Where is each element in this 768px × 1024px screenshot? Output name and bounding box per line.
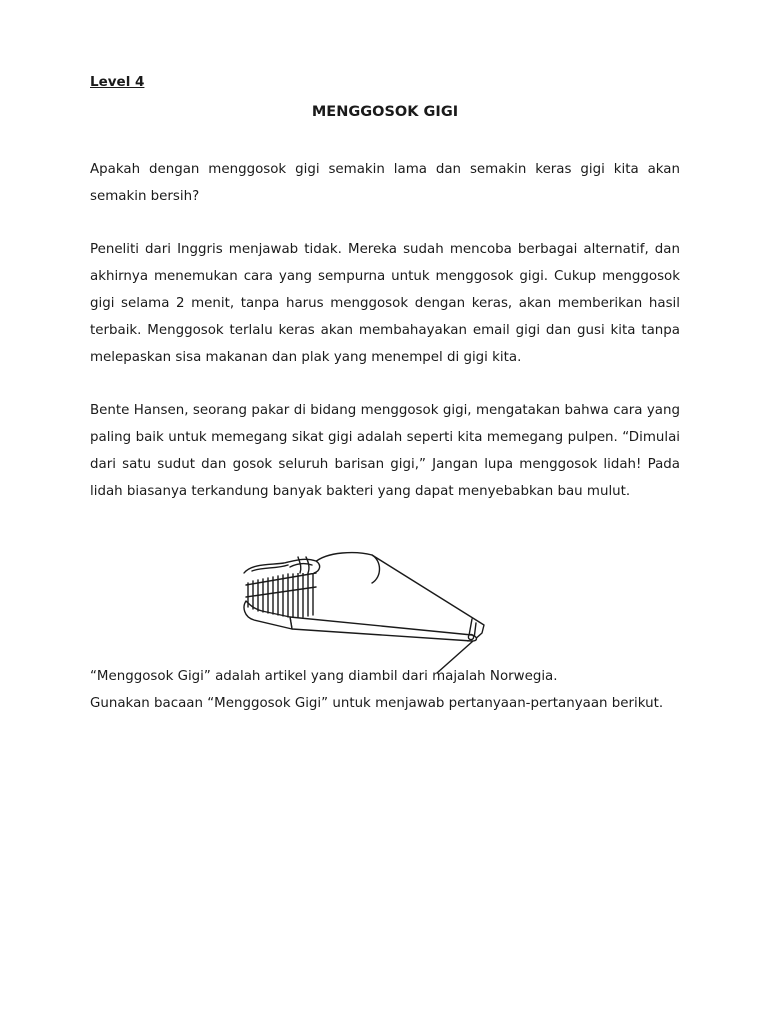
- document-page: [90, 72, 680, 717]
- page-title: MENGGOSOK GIGI: [311, 104, 459, 120]
- toothbrush-and-toothpaste-icon: [232, 543, 492, 673]
- level-label: Level 4: [90, 74, 145, 90]
- source-note: “Menggosok Gigi” adalah artikel yang diambil dari majalah Norwegia.: [90, 669, 558, 684]
- footer-notes: [90, 663, 680, 717]
- paragraph-expert: Bente Hansen, seorang pakar di bidang menggosok gigi, mengatakan bahwa cara yang paling baik untuk memegang sikat gigi adalah seperti kita memegang pulpen. “Dimulai dari satu sudut dan gosok seluruh barisan gigi,” Jangan lupa menggosok lidah! Pada lidah biasanya terkandung banyak bakteri yang dapat menyebabkan bau mulut.: [90, 403, 680, 499]
- paragraph-research: Peneliti dari Inggris menjawab tidak. Mereka sudah mencoba berbagai alternatif, dan akhirnya menemukan cara yang sempurna untuk menggosok gigi. Cukup menggosok gigi selama 2 menit, tanpa harus menggosok dengan keras, akan memberikan hasil terbaik. Menggosok terlalu keras akan membahayakan email gigi dan gusi kita tanpa melepaskan sisa makanan dan plak yang menempel di gigi kita.: [90, 242, 680, 365]
- instruction-text: Gunakan bacaan “Menggosok Gigi” untuk menjawab pertanyaan-pertanyaan berikut.: [90, 696, 664, 711]
- paragraph-question: Apakah dengan menggosok gigi semakin lama dan semakin keras gigi kita akan semakin bersih?: [90, 162, 680, 204]
